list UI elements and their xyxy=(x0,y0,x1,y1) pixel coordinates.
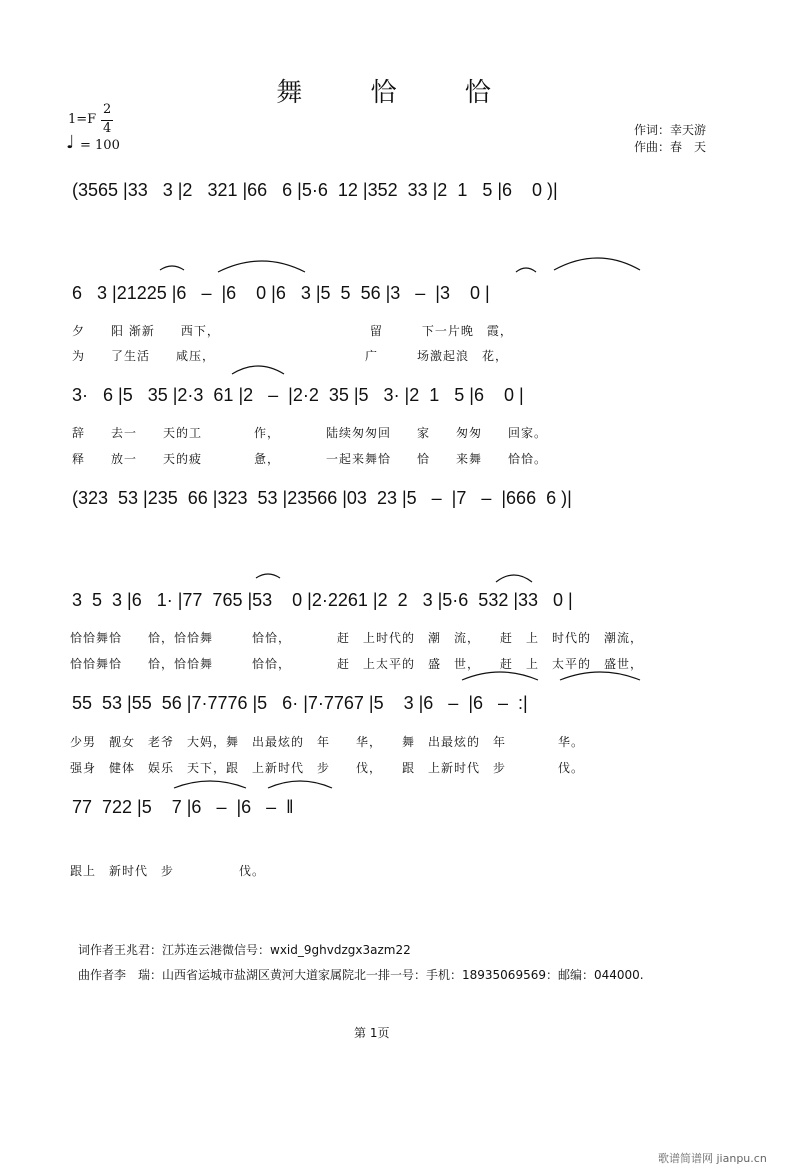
song-title: 舞 恰 恰 xyxy=(276,78,521,108)
time-numerator: 2 xyxy=(103,102,112,117)
slur-7 xyxy=(496,575,532,582)
lyric-line-8: 强身 健体 娱乐 天下，跟 上新时代 步 伐， 跟 上新时代 步 伐。 xyxy=(70,761,585,775)
lyric-line-5: 恰恰舞恰 恰，恰恰舞 恰恰， 赶 上时代的 潮 流， 赶 上 时代的 潮流， xyxy=(70,631,644,645)
slur-3 xyxy=(516,268,536,272)
notation-row-7: 77 722 |5 7 |6 – |6 – ‖ xyxy=(72,797,294,817)
lyric-line-1: 夕 阳 渐新 西下， 留 下一片晚 霞， xyxy=(72,324,513,338)
notation-row-5: 3 5 3 |6 1· |77 765 |53 0 |2·2261 |2 2 3 |5·6 532 |33 0 | xyxy=(72,590,573,610)
lyric-line-6: 恰恰舞恰 恰，恰恰舞 恰恰， 赶 上太平的 盛 世， 赶 上 太平的 盛世， xyxy=(70,657,644,671)
notation-row-6: 55 53 |55 56 |7·7776 |5 6· |7·7767 |5 3 |6 – |6 – :| xyxy=(72,693,528,713)
slur-6 xyxy=(256,574,280,578)
notation-row-4: (323 53 |235 66 |323 53 |23566 |03 23 |5 – |7 – |666 6 )| xyxy=(72,488,572,508)
footer-lyricist: 词作者王兆君：江苏连云港微信号：wxid_9ghvdzgx3azm22 xyxy=(78,943,411,957)
lyric-line-2: 为 了生活 咸压， 广 场激起浪 花， xyxy=(72,349,509,363)
notation-row-2: 6 3 |21225 |6 – |6 0 |6 3 |5 5 56 |3 – |3 0 | xyxy=(72,283,490,303)
lyricist-credit: 作词：幸天游 xyxy=(634,123,707,137)
slur-9 xyxy=(560,672,640,680)
watermark: 歌谱简谱网 jianpu.cn xyxy=(658,1152,767,1165)
slur-2 xyxy=(218,261,305,272)
slur-8 xyxy=(462,672,538,680)
lyric-line-4: 释 放一 天的疲 惫， 一起来舞恰 恰 来舞 恰恰。 xyxy=(72,452,548,466)
lyric-line-9: 跟上 新时代 步 伐。 xyxy=(70,864,266,878)
slur-11 xyxy=(268,781,332,788)
lyric-line-3: 辞 去一 天的工 作， 陆续匆匆回 家 匆匆 回家。 xyxy=(72,426,548,440)
notation-row-1: (3565 |33 3 |2 321 |66 6 |5·6 12 |352 33 |2 1 5 |6 0 )| xyxy=(72,180,558,200)
tempo-marking: = 100 xyxy=(80,138,120,153)
quarter-note-icon: ♩ xyxy=(66,132,75,153)
key-signature: 1=F xyxy=(68,112,97,127)
time-denominator: 4 xyxy=(103,121,112,136)
slur-1 xyxy=(160,266,184,270)
page-number: 第 1页 xyxy=(354,1026,390,1040)
lyric-line-7: 少男 靓女 老爷 大妈，舞 出最炫的 年 华， 舞 出最炫的 年 华。 xyxy=(70,735,585,749)
notation-row-3: 3· 6 |5 35 |2·3 61 |2 – |2·2 35 |5 3· |2 1 5 |6 0 | xyxy=(72,385,524,405)
slur-4 xyxy=(554,258,640,270)
composer-credit: 作曲：春 天 xyxy=(634,140,707,154)
slur-10 xyxy=(174,781,246,788)
slur-5 xyxy=(232,366,284,374)
footer-composer: 曲作者李 瑞：山西省运城市盐湖区黄河大道家属院北一排一号：手机：18935069569：邮编：044000. xyxy=(78,968,644,982)
